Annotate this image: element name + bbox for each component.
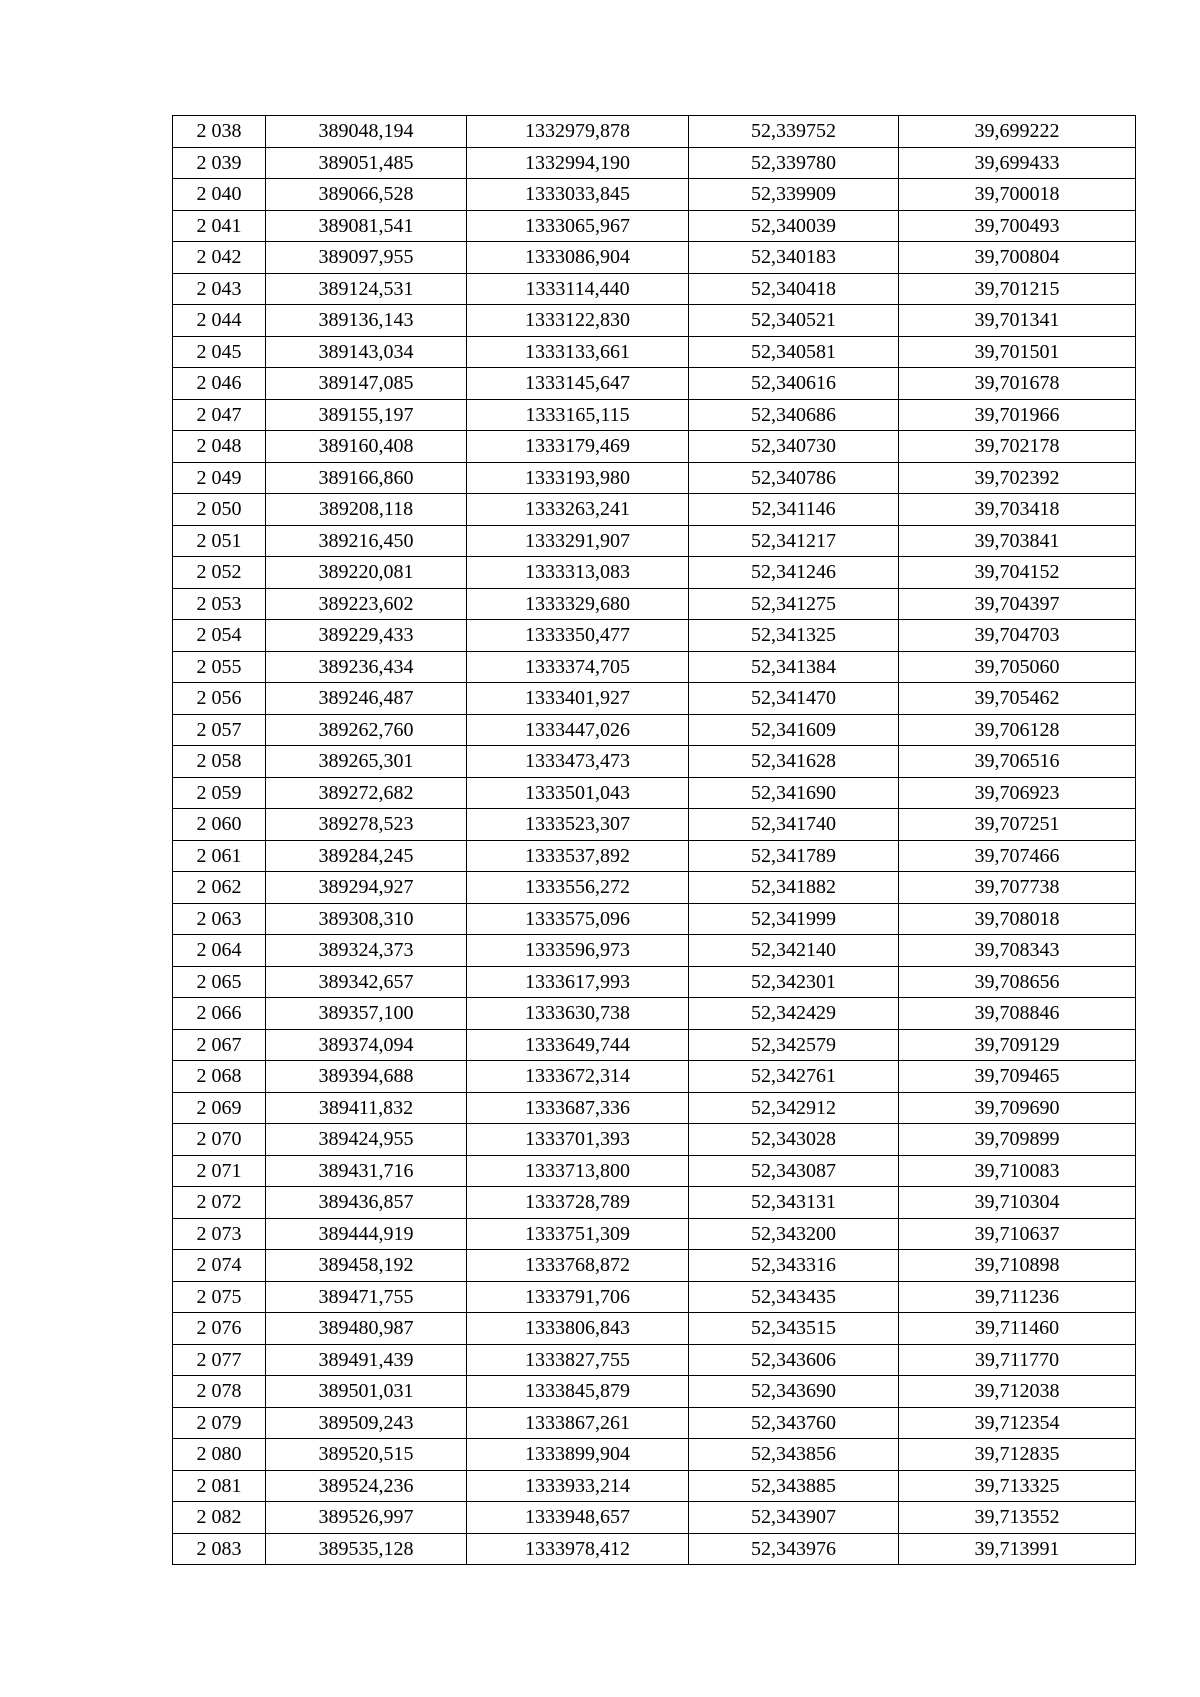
table-row (173, 147, 1136, 179)
x-coordinate-cell: 389166,860 (266, 462, 467, 494)
table-row (173, 179, 1136, 211)
table-row (173, 305, 1136, 337)
point-number-cell: 2 081 (173, 1470, 266, 1502)
point-number-cell: 2 038 (173, 116, 266, 148)
longitude-cell: 39,708656 (899, 966, 1136, 998)
latitude-cell: 52,339780 (689, 147, 899, 179)
table-row (173, 872, 1136, 904)
y-coordinate-cell: 1333713,800 (467, 1155, 689, 1187)
x-coordinate-cell: 389471,755 (266, 1281, 467, 1313)
longitude-cell: 39,712354 (899, 1407, 1136, 1439)
table-row (173, 1155, 1136, 1187)
latitude-cell: 52,341384 (689, 651, 899, 683)
table-row (173, 683, 1136, 715)
longitude-cell: 39,704703 (899, 620, 1136, 652)
table-row (173, 336, 1136, 368)
point-number-cell: 2 054 (173, 620, 266, 652)
latitude-cell: 52,340521 (689, 305, 899, 337)
latitude-cell: 52,343087 (689, 1155, 899, 1187)
longitude-cell: 39,713991 (899, 1533, 1136, 1565)
y-coordinate-cell: 1333701,393 (467, 1124, 689, 1156)
point-number-cell: 2 061 (173, 840, 266, 872)
longitude-cell: 39,710637 (899, 1218, 1136, 1250)
longitude-cell: 39,707738 (899, 872, 1136, 904)
point-number-cell: 2 049 (173, 462, 266, 494)
latitude-cell: 52,340616 (689, 368, 899, 400)
latitude-cell: 52,340581 (689, 336, 899, 368)
x-coordinate-cell: 389097,955 (266, 242, 467, 274)
latitude-cell: 52,340418 (689, 273, 899, 305)
y-coordinate-cell: 1333122,830 (467, 305, 689, 337)
latitude-cell: 52,341628 (689, 746, 899, 778)
table-row (173, 935, 1136, 967)
x-coordinate-cell: 389229,433 (266, 620, 467, 652)
latitude-cell: 52,343907 (689, 1502, 899, 1534)
x-coordinate-cell: 389308,310 (266, 903, 467, 935)
point-number-cell: 2 071 (173, 1155, 266, 1187)
table-row (173, 1470, 1136, 1502)
latitude-cell: 52,341470 (689, 683, 899, 715)
x-coordinate-cell: 389444,919 (266, 1218, 467, 1250)
table-row (173, 777, 1136, 809)
latitude-cell: 52,342140 (689, 935, 899, 967)
longitude-cell: 39,707466 (899, 840, 1136, 872)
latitude-cell: 52,343028 (689, 1124, 899, 1156)
latitude-cell: 52,341609 (689, 714, 899, 746)
longitude-cell: 39,701966 (899, 399, 1136, 431)
x-coordinate-cell: 389342,657 (266, 966, 467, 998)
longitude-cell: 39,712835 (899, 1439, 1136, 1471)
x-coordinate-cell: 389081,541 (266, 210, 467, 242)
x-coordinate-cell: 389526,997 (266, 1502, 467, 1534)
latitude-cell: 52,343885 (689, 1470, 899, 1502)
y-coordinate-cell: 1333867,261 (467, 1407, 689, 1439)
latitude-cell: 52,342301 (689, 966, 899, 998)
table-row (173, 966, 1136, 998)
table-row (173, 714, 1136, 746)
y-coordinate-cell: 1333630,738 (467, 998, 689, 1030)
y-coordinate-cell: 1333374,705 (467, 651, 689, 683)
x-coordinate-cell: 389246,487 (266, 683, 467, 715)
longitude-cell: 39,711460 (899, 1313, 1136, 1345)
y-coordinate-cell: 1333329,680 (467, 588, 689, 620)
y-coordinate-cell: 1333447,026 (467, 714, 689, 746)
y-coordinate-cell: 1333575,096 (467, 903, 689, 935)
y-coordinate-cell: 1333350,477 (467, 620, 689, 652)
x-coordinate-cell: 389220,081 (266, 557, 467, 589)
latitude-cell: 52,341217 (689, 525, 899, 557)
point-number-cell: 2 066 (173, 998, 266, 1030)
latitude-cell: 52,341882 (689, 872, 899, 904)
y-coordinate-cell: 1333086,904 (467, 242, 689, 274)
x-coordinate-cell: 389160,408 (266, 431, 467, 463)
table-row (173, 116, 1136, 148)
table-row (173, 840, 1136, 872)
x-coordinate-cell: 389394,688 (266, 1061, 467, 1093)
latitude-cell: 52,341325 (689, 620, 899, 652)
latitude-cell: 52,340786 (689, 462, 899, 494)
x-coordinate-cell: 389147,085 (266, 368, 467, 400)
latitude-cell: 52,341999 (689, 903, 899, 935)
point-number-cell: 2 065 (173, 966, 266, 998)
longitude-cell: 39,713325 (899, 1470, 1136, 1502)
longitude-cell: 39,711770 (899, 1344, 1136, 1376)
latitude-cell: 52,341690 (689, 777, 899, 809)
longitude-cell: 39,711236 (899, 1281, 1136, 1313)
table-row (173, 1407, 1136, 1439)
latitude-cell: 52,343760 (689, 1407, 899, 1439)
longitude-cell: 39,702392 (899, 462, 1136, 494)
point-number-cell: 2 069 (173, 1092, 266, 1124)
latitude-cell: 52,341146 (689, 494, 899, 526)
x-coordinate-cell: 389136,143 (266, 305, 467, 337)
table-row (173, 809, 1136, 841)
x-coordinate-cell: 389374,094 (266, 1029, 467, 1061)
x-coordinate-cell: 389294,927 (266, 872, 467, 904)
x-coordinate-cell: 389424,955 (266, 1124, 467, 1156)
x-coordinate-cell: 389143,034 (266, 336, 467, 368)
y-coordinate-cell: 1333114,440 (467, 273, 689, 305)
latitude-cell: 52,343131 (689, 1187, 899, 1219)
x-coordinate-cell: 389265,301 (266, 746, 467, 778)
y-coordinate-cell: 1333401,927 (467, 683, 689, 715)
table-row (173, 368, 1136, 400)
latitude-cell: 52,343976 (689, 1533, 899, 1565)
latitude-cell: 52,339909 (689, 179, 899, 211)
point-number-cell: 2 045 (173, 336, 266, 368)
latitude-cell: 52,341246 (689, 557, 899, 589)
y-coordinate-cell: 1333033,845 (467, 179, 689, 211)
longitude-cell: 39,703418 (899, 494, 1136, 526)
y-coordinate-cell: 1333899,904 (467, 1439, 689, 1471)
point-number-cell: 2 050 (173, 494, 266, 526)
longitude-cell: 39,703841 (899, 525, 1136, 557)
table-row (173, 462, 1136, 494)
latitude-cell: 52,342429 (689, 998, 899, 1030)
x-coordinate-cell: 389524,236 (266, 1470, 467, 1502)
point-number-cell: 2 074 (173, 1250, 266, 1282)
y-coordinate-cell: 1333179,469 (467, 431, 689, 463)
y-coordinate-cell: 1333145,647 (467, 368, 689, 400)
longitude-cell: 39,710083 (899, 1155, 1136, 1187)
table-row (173, 557, 1136, 589)
longitude-cell: 39,705462 (899, 683, 1136, 715)
table-row (173, 651, 1136, 683)
longitude-cell: 39,700804 (899, 242, 1136, 274)
x-coordinate-cell: 389501,031 (266, 1376, 467, 1408)
latitude-cell: 52,343856 (689, 1439, 899, 1471)
table-row (173, 273, 1136, 305)
latitude-cell: 52,343606 (689, 1344, 899, 1376)
longitude-cell: 39,709690 (899, 1092, 1136, 1124)
y-coordinate-cell: 1333263,241 (467, 494, 689, 526)
point-number-cell: 2 040 (173, 179, 266, 211)
longitude-cell: 39,709465 (899, 1061, 1136, 1093)
longitude-cell: 39,708343 (899, 935, 1136, 967)
point-number-cell: 2 060 (173, 809, 266, 841)
longitude-cell: 39,708018 (899, 903, 1136, 935)
point-number-cell: 2 062 (173, 872, 266, 904)
longitude-cell: 39,701678 (899, 368, 1136, 400)
table-row (173, 525, 1136, 557)
point-number-cell: 2 078 (173, 1376, 266, 1408)
x-coordinate-cell: 389223,602 (266, 588, 467, 620)
x-coordinate-cell: 389411,832 (266, 1092, 467, 1124)
x-coordinate-cell: 389324,373 (266, 935, 467, 967)
longitude-cell: 39,706923 (899, 777, 1136, 809)
y-coordinate-cell: 1333806,843 (467, 1313, 689, 1345)
longitude-cell: 39,710898 (899, 1250, 1136, 1282)
point-number-cell: 2 056 (173, 683, 266, 715)
y-coordinate-cell: 1333473,473 (467, 746, 689, 778)
longitude-cell: 39,708846 (899, 998, 1136, 1030)
y-coordinate-cell: 1333193,980 (467, 462, 689, 494)
x-coordinate-cell: 389480,987 (266, 1313, 467, 1345)
x-coordinate-cell: 389284,245 (266, 840, 467, 872)
y-coordinate-cell: 1333768,872 (467, 1250, 689, 1282)
table-row (173, 1250, 1136, 1282)
y-coordinate-cell: 1333827,755 (467, 1344, 689, 1376)
table-row (173, 620, 1136, 652)
y-coordinate-cell: 1333728,789 (467, 1187, 689, 1219)
y-coordinate-cell: 1333133,661 (467, 336, 689, 368)
latitude-cell: 52,342579 (689, 1029, 899, 1061)
latitude-cell: 52,343200 (689, 1218, 899, 1250)
table-row (173, 1502, 1136, 1534)
longitude-cell: 39,710304 (899, 1187, 1136, 1219)
point-number-cell: 2 043 (173, 273, 266, 305)
longitude-cell: 39,699433 (899, 147, 1136, 179)
x-coordinate-cell: 389272,682 (266, 777, 467, 809)
point-number-cell: 2 070 (173, 1124, 266, 1156)
y-coordinate-cell: 1333165,115 (467, 399, 689, 431)
x-coordinate-cell: 389051,485 (266, 147, 467, 179)
latitude-cell: 52,339752 (689, 116, 899, 148)
point-number-cell: 2 082 (173, 1502, 266, 1534)
y-coordinate-cell: 1333065,967 (467, 210, 689, 242)
table-row (173, 1439, 1136, 1471)
point-number-cell: 2 055 (173, 651, 266, 683)
point-number-cell: 2 063 (173, 903, 266, 935)
table-row (173, 903, 1136, 935)
table-row (173, 746, 1136, 778)
y-coordinate-cell: 1333687,336 (467, 1092, 689, 1124)
latitude-cell: 52,343435 (689, 1281, 899, 1313)
point-number-cell: 2 059 (173, 777, 266, 809)
latitude-cell: 52,341275 (689, 588, 899, 620)
point-number-cell: 2 041 (173, 210, 266, 242)
latitude-cell: 52,343316 (689, 1250, 899, 1282)
table-row (173, 1376, 1136, 1408)
x-coordinate-cell: 389048,194 (266, 116, 467, 148)
point-number-cell: 2 073 (173, 1218, 266, 1250)
table-row (173, 399, 1136, 431)
latitude-cell: 52,341789 (689, 840, 899, 872)
point-number-cell: 2 068 (173, 1061, 266, 1093)
x-coordinate-cell: 389124,531 (266, 273, 467, 305)
table-row (173, 1061, 1136, 1093)
longitude-cell: 39,712038 (899, 1376, 1136, 1408)
x-coordinate-cell: 389216,450 (266, 525, 467, 557)
table-row (173, 1313, 1136, 1345)
table-row (173, 494, 1136, 526)
longitude-cell: 39,705060 (899, 651, 1136, 683)
point-number-cell: 2 042 (173, 242, 266, 274)
y-coordinate-cell: 1333751,309 (467, 1218, 689, 1250)
point-number-cell: 2 083 (173, 1533, 266, 1565)
table-row (173, 998, 1136, 1030)
latitude-cell: 52,343515 (689, 1313, 899, 1345)
y-coordinate-cell: 1332994,190 (467, 147, 689, 179)
y-coordinate-cell: 1333501,043 (467, 777, 689, 809)
point-number-cell: 2 079 (173, 1407, 266, 1439)
table-row (173, 1281, 1136, 1313)
y-coordinate-cell: 1333617,993 (467, 966, 689, 998)
table-row (173, 210, 1136, 242)
point-number-cell: 2 053 (173, 588, 266, 620)
x-coordinate-cell: 389535,128 (266, 1533, 467, 1565)
point-number-cell: 2 052 (173, 557, 266, 589)
y-coordinate-cell: 1333672,314 (467, 1061, 689, 1093)
longitude-cell: 39,701215 (899, 273, 1136, 305)
point-number-cell: 2 064 (173, 935, 266, 967)
x-coordinate-cell: 389278,523 (266, 809, 467, 841)
point-number-cell: 2 048 (173, 431, 266, 463)
table-row (173, 1092, 1136, 1124)
y-coordinate-cell: 1333845,879 (467, 1376, 689, 1408)
point-number-cell: 2 075 (173, 1281, 266, 1313)
y-coordinate-cell: 1333523,307 (467, 809, 689, 841)
longitude-cell: 39,700018 (899, 179, 1136, 211)
y-coordinate-cell: 1333791,706 (467, 1281, 689, 1313)
y-coordinate-cell: 1333537,892 (467, 840, 689, 872)
y-coordinate-cell: 1333933,214 (467, 1470, 689, 1502)
point-number-cell: 2 080 (173, 1439, 266, 1471)
longitude-cell: 39,704152 (899, 557, 1136, 589)
latitude-cell: 52,341740 (689, 809, 899, 841)
longitude-cell: 39,699222 (899, 116, 1136, 148)
point-number-cell: 2 046 (173, 368, 266, 400)
table-row (173, 1124, 1136, 1156)
y-coordinate-cell: 1333556,272 (467, 872, 689, 904)
x-coordinate-cell: 389208,118 (266, 494, 467, 526)
x-coordinate-cell: 389436,857 (266, 1187, 467, 1219)
table-row (173, 1533, 1136, 1565)
longitude-cell: 39,701501 (899, 336, 1136, 368)
y-coordinate-cell: 1333313,083 (467, 557, 689, 589)
coordinates-table (172, 115, 1136, 1565)
point-number-cell: 2 044 (173, 305, 266, 337)
latitude-cell: 52,342912 (689, 1092, 899, 1124)
point-number-cell: 2 058 (173, 746, 266, 778)
point-number-cell: 2 072 (173, 1187, 266, 1219)
y-coordinate-cell: 1333948,657 (467, 1502, 689, 1534)
latitude-cell: 52,340183 (689, 242, 899, 274)
x-coordinate-cell: 389357,100 (266, 998, 467, 1030)
longitude-cell: 39,709129 (899, 1029, 1136, 1061)
coordinates-table-body (173, 116, 1136, 1565)
table-row (173, 242, 1136, 274)
longitude-cell: 39,701341 (899, 305, 1136, 337)
y-coordinate-cell: 1333291,907 (467, 525, 689, 557)
longitude-cell: 39,700493 (899, 210, 1136, 242)
y-coordinate-cell: 1333649,744 (467, 1029, 689, 1061)
point-number-cell: 2 057 (173, 714, 266, 746)
longitude-cell: 39,709899 (899, 1124, 1136, 1156)
table-row (173, 431, 1136, 463)
point-number-cell: 2 039 (173, 147, 266, 179)
latitude-cell: 52,340730 (689, 431, 899, 463)
longitude-cell: 39,706128 (899, 714, 1136, 746)
longitude-cell: 39,706516 (899, 746, 1136, 778)
x-coordinate-cell: 389520,515 (266, 1439, 467, 1471)
x-coordinate-cell: 389236,434 (266, 651, 467, 683)
x-coordinate-cell: 389458,192 (266, 1250, 467, 1282)
longitude-cell: 39,704397 (899, 588, 1136, 620)
y-coordinate-cell: 1332979,878 (467, 116, 689, 148)
point-number-cell: 2 077 (173, 1344, 266, 1376)
x-coordinate-cell: 389262,760 (266, 714, 467, 746)
latitude-cell: 52,343690 (689, 1376, 899, 1408)
point-number-cell: 2 047 (173, 399, 266, 431)
x-coordinate-cell: 389431,716 (266, 1155, 467, 1187)
longitude-cell: 39,707251 (899, 809, 1136, 841)
latitude-cell: 52,340039 (689, 210, 899, 242)
longitude-cell: 39,702178 (899, 431, 1136, 463)
point-number-cell: 2 076 (173, 1313, 266, 1345)
x-coordinate-cell: 389066,528 (266, 179, 467, 211)
point-number-cell: 2 051 (173, 525, 266, 557)
point-number-cell: 2 067 (173, 1029, 266, 1061)
longitude-cell: 39,713552 (899, 1502, 1136, 1534)
latitude-cell: 52,340686 (689, 399, 899, 431)
table-row (173, 1187, 1136, 1219)
y-coordinate-cell: 1333978,412 (467, 1533, 689, 1565)
table-row (173, 1218, 1136, 1250)
x-coordinate-cell: 389155,197 (266, 399, 467, 431)
table-row (173, 588, 1136, 620)
table-row (173, 1344, 1136, 1376)
y-coordinate-cell: 1333596,973 (467, 935, 689, 967)
x-coordinate-cell: 389491,439 (266, 1344, 467, 1376)
x-coordinate-cell: 389509,243 (266, 1407, 467, 1439)
table-row (173, 1029, 1136, 1061)
latitude-cell: 52,342761 (689, 1061, 899, 1093)
